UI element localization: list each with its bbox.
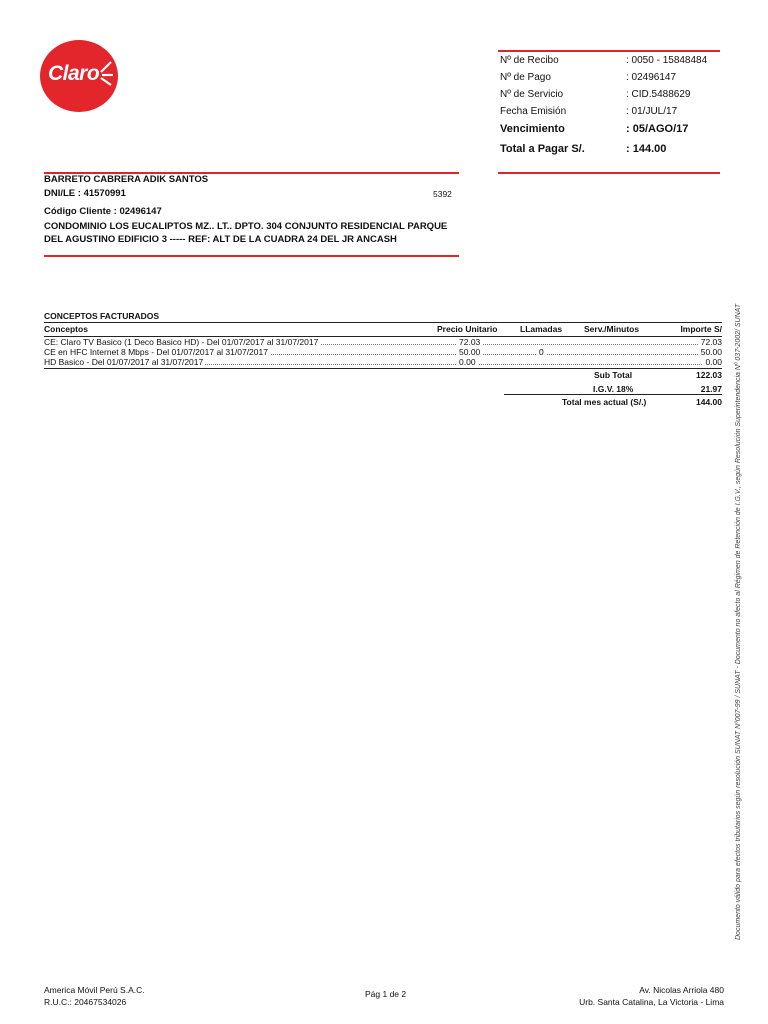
client-address-line1: CONDOMINIO LOS EUCALIPTOS MZ.. LT.. DPTO. 304 CONJUNTO RESIDENCIAL PARQUE [44,221,448,232]
table-row: CE en HFC Internet 8 Mbps - Del 01/07/2017 al 31/07/2017 50.00 0 50.00 [44,347,722,357]
table-bottom-rule [44,368,722,369]
claro-logo [40,40,118,112]
issue-date-row: Fecha Emisión : 01/JUL/17 [500,106,678,117]
total-due-row: Total a Pagar S/. : 144.00 [500,143,667,155]
divider [44,255,459,257]
legal-side-note: Documento válido para efectos tributarios según resolución SUNAT Nº007-99 / SUNAT - Documento no afecto al Régimen de Retención de I.G.V., según Resolución Superintendencia Nº 037-2002/ SUNAT [735,303,742,940]
table-row: CE: Claro TV Basico (1 Deco Basico HD) - Del 01/07/2017 al 31/07/2017 72.03 72.03 [44,337,722,347]
due-date-row: Vencimiento : 05/AGO/17 [500,123,689,135]
month-total-value: 144.00 [696,397,722,407]
header-concepto: Conceptos [44,324,88,334]
header-importe: Importe S/ [680,324,722,334]
payment-number-row: Nº de Pago : 02496147 [500,72,677,83]
section-title: CONCEPTOS FACTURADOS [44,311,160,321]
header-precio: Precio Unitario [437,324,498,334]
table-row: HD Basico - Del 01/07/2017 al 31/07/2017 0.00 0.00 [44,357,722,367]
client-code: Código Cliente : 02496147 [44,206,162,217]
table-header [44,324,722,336]
igv-label: I.G.V. 18% [593,384,634,394]
table-top-rule [44,322,722,323]
month-total-label: Total mes actual (S/.) [562,397,647,407]
service-number-row: Nº de Servicio : CID.5488629 [500,89,691,100]
igv-value: 21.97 [700,384,722,394]
signal-rays-icon [98,60,114,86]
footer-company: America Móvil Perú S.A.C. R.U.C.: 20467534026 [44,985,145,1007]
header-serv: Serv./Minutos [584,324,640,334]
client-dni: DNI/LE : 41570991 [44,188,126,199]
page-number: Pág 1 de 2 [365,989,407,999]
divider [498,50,720,52]
client-name: BARRETO CABRERA ADIK SANTOS [44,174,209,185]
divider [498,172,720,174]
receipt-number-row: Nº de Recibo : 0050 - 15848484 [500,55,708,66]
footer-address: Av. Nicolas Arriola 480 Urb. Santa Catalina, La Victoria - Lima [579,985,724,1007]
subtotal-value: 122.03 [696,370,722,380]
client-code-number: 5392 [433,189,452,199]
totals-rule [504,394,722,395]
subtotal-label: Sub Total [594,370,633,380]
client-address-line2: DEL AGUSTINO EDIFICIO 3 ----- REF: ALT DE LA CUADRA 24 DEL JR ANCASH [44,234,397,245]
logo-text: Claro [48,62,100,85]
header-llamadas: LLamadas [520,324,563,334]
